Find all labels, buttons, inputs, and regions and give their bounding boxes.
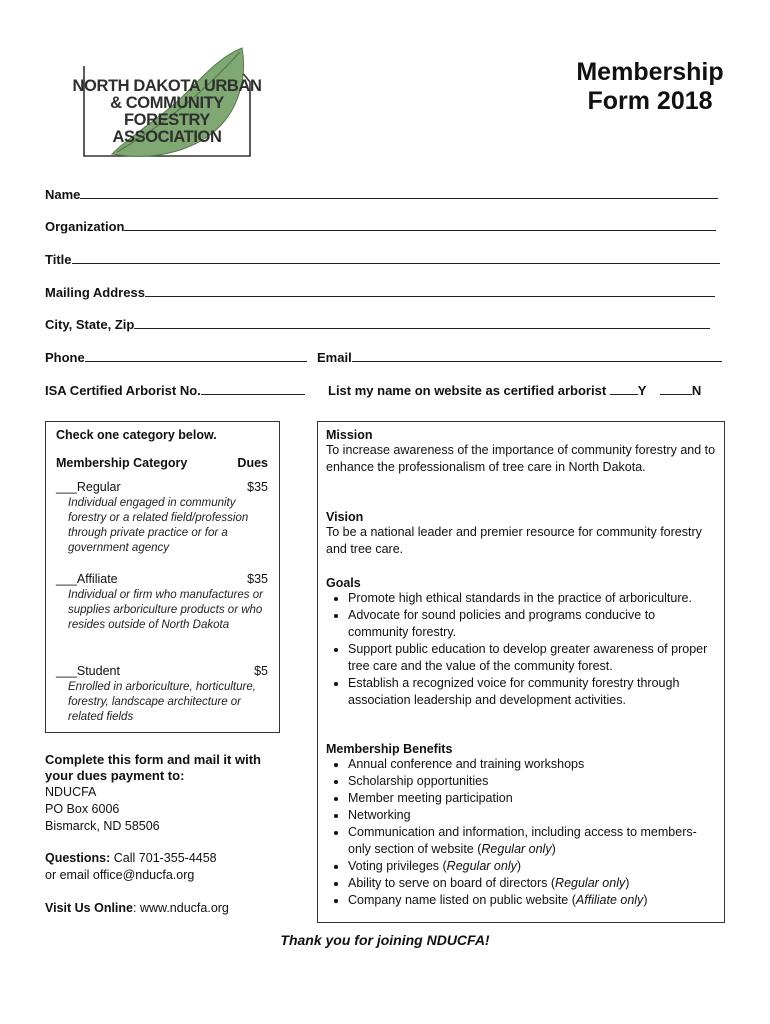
mailing-address-label: Mailing Address	[45, 285, 145, 300]
logo-text: NORTH DAKOTA URBAN & COMMUNITY FORESTRY ASSOCIATION	[72, 77, 262, 146]
mail-org: NDUCFA	[45, 785, 97, 799]
city-state-zip-field[interactable]	[45, 316, 710, 332]
col-category: Membership Category	[56, 456, 188, 470]
goal-item: • Support public education to develop greater awareness of proper tree care and the value of the community forest.	[348, 641, 718, 675]
yes-label: Y	[637, 383, 647, 398]
category-desc: Individual or firm who manufactures or supplies arboriculture products or who resides outside of North Dakota	[68, 589, 263, 631]
category-student[interactable]	[56, 664, 268, 725]
category-dues: $5	[254, 664, 268, 678]
email-label: Email	[317, 350, 352, 365]
category-label: ___Affiliate	[56, 572, 118, 586]
vision-text: To be a national leader and premier resource for community forestry and tree care.	[326, 525, 702, 556]
benefits-list	[326, 756, 718, 909]
goals-heading: Goals	[326, 576, 361, 590]
category-instruction: Check one category below.	[56, 428, 217, 442]
title-label: Title	[45, 252, 72, 267]
no-blank[interactable]	[660, 382, 692, 395]
questions-phone: Call 701-355-4458	[113, 851, 217, 865]
category-desc: Individual engaged in community forestry or a related field/profession through private practice or for a government agency	[68, 497, 249, 554]
isa-number-field[interactable]	[45, 382, 305, 398]
visit-url[interactable]: : www.nducfa.org	[133, 901, 229, 915]
phone-label: Phone	[45, 350, 85, 365]
name-field[interactable]	[45, 186, 718, 202]
membership-category-box	[45, 421, 280, 733]
mission-text: To increase awareness of the importance of community forestry and to enhance the professionalism of tree care in North Dakota.	[326, 443, 716, 474]
benefit-item: • Voting privileges (Regular only)	[348, 858, 718, 875]
col-dues: Dues	[237, 456, 268, 470]
phone-field[interactable]	[45, 349, 307, 365]
benefit-item: • Communication and information, including access to members-only section of website (Regular only)	[348, 824, 718, 858]
organization-field[interactable]	[45, 218, 716, 234]
category-dues: $35	[247, 572, 268, 586]
goals-section	[326, 576, 718, 709]
benefit-item: • Ability to serve on board of directors (Regular only)	[348, 875, 718, 892]
goals-list	[326, 590, 718, 709]
mission-heading: Mission	[326, 428, 373, 442]
yes-blank[interactable]	[610, 382, 638, 395]
benefit-item: • Member meeting participation	[348, 790, 718, 807]
questions	[45, 850, 295, 884]
city-state-zip-label: City, State, Zip	[45, 317, 135, 332]
category-affiliate[interactable]	[56, 572, 268, 633]
mail-po-box: PO Box 6006	[45, 802, 120, 816]
mail-instructions	[45, 752, 295, 835]
organization-label: Organization	[45, 219, 125, 234]
info-box	[317, 421, 725, 923]
title-field[interactable]	[45, 251, 720, 267]
logo	[72, 44, 262, 162]
questions-email[interactable]: or email office@nducfa.org	[45, 868, 195, 882]
isa-label: ISA Certified Arborist No.	[45, 383, 201, 398]
goal-item: • Promote high ethical standards in the practice of arboriculture.	[348, 590, 718, 607]
email-field[interactable]	[317, 349, 722, 365]
goal-item: • Establish a recognized voice for community forestry through association leadership and development activities.	[348, 675, 718, 709]
list-name-field	[328, 382, 701, 398]
visit-label: Visit Us Online	[45, 901, 133, 915]
category-desc: Enrolled in arboriculture, horticulture, forestry, landscape architecture or related fields	[68, 681, 256, 723]
mailing-address-field[interactable]	[45, 284, 715, 300]
category-label: ___Regular	[56, 480, 121, 494]
vision-section	[326, 510, 718, 558]
goal-item: • Advocate for sound policies and programs conducive to community forestry.	[348, 607, 718, 641]
name-label: Name	[45, 187, 81, 202]
questions-label: Questions:	[45, 851, 111, 865]
mail-city: Bismarck, ND 58506	[45, 819, 160, 833]
mail-heading: Complete this form and mail it with your dues payment to:	[45, 752, 261, 783]
list-name-label: List my name on website as certified arborist	[328, 383, 607, 398]
no-label: N	[691, 383, 702, 398]
benefits-heading: Membership Benefits	[326, 742, 453, 756]
vision-heading: Vision	[326, 510, 364, 524]
category-header	[56, 456, 268, 470]
category-dues: $35	[247, 480, 268, 494]
benefit-item: • Scholarship opportunities	[348, 773, 718, 790]
benefit-item: • Annual conference and training workshops	[348, 756, 718, 773]
category-label: ___Student	[56, 664, 120, 678]
category-regular[interactable]	[56, 480, 268, 556]
benefit-item: • Networking	[348, 807, 718, 824]
visit-online	[45, 900, 295, 917]
mission-section	[326, 428, 718, 476]
page-title: Membership Form 2018	[576, 58, 724, 115]
benefit-item: • Company name listed on public website (Affiliate only)	[348, 892, 718, 909]
thank-you-message: Thank you for joining NDUCFA!	[280, 932, 490, 948]
benefits-section	[326, 742, 718, 909]
